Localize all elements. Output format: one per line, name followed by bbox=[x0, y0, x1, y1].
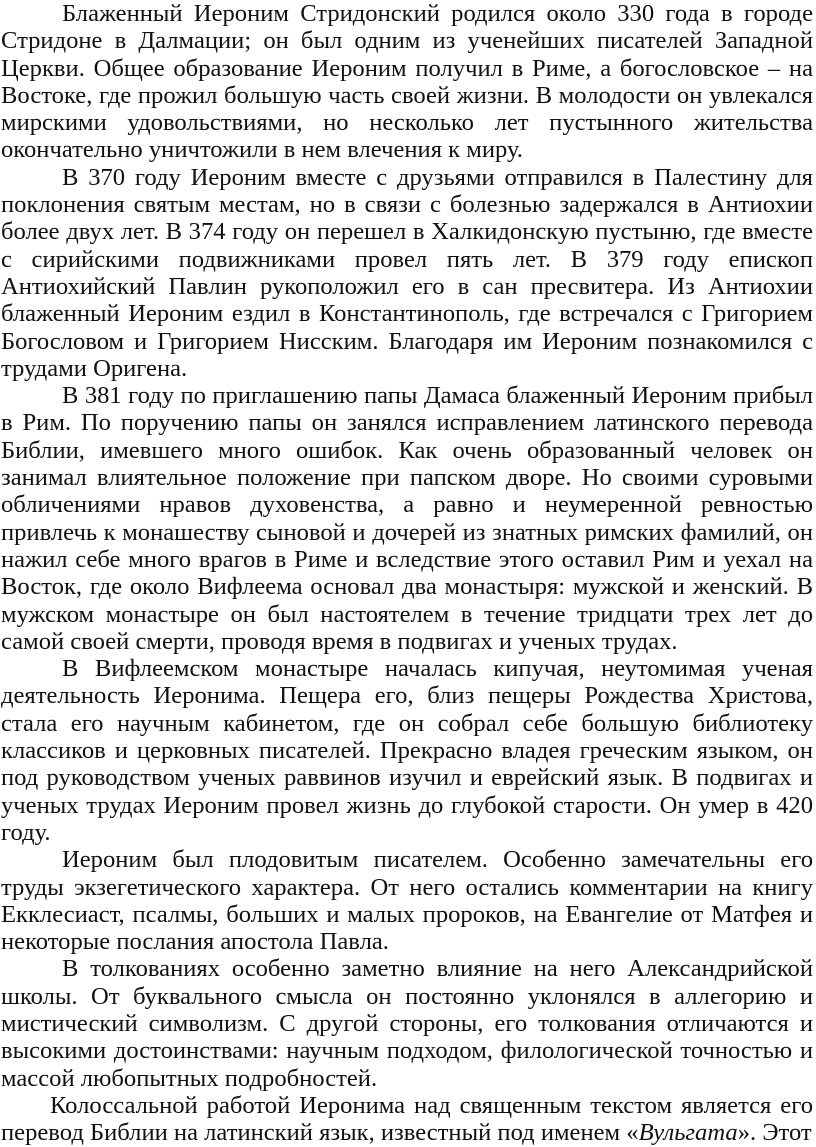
paragraph-7-text: Колоссальной работой Иеронима над священным текстом является его перевод Библии на латинский язык, известный под именем « bbox=[1, 1091, 813, 1147]
paragraph-5: Иероним был плодовитым писателем. Особенно замечательны его труды экзегетического характера. От него остались комментарии на книгу Екклесиаст, псалмы, больших и малых пророков, на Евангелие от Матфея и некоторые послания апостола Павла. bbox=[1, 846, 813, 956]
paragraph-6: В толкованиях особенно заметно влияние на него Александрийской школы. От буквального смысла он постоянно уклонялся в аллегорию и мистический символизм. С другой стороны, его толкования отличаются и высокими достоинствами: научным подходом, филологической точностью и массой любопытных подробностей. bbox=[1, 955, 813, 1092]
paragraph-1: Блаженный Иероним Стридонский родился около 330 года в городе Стридоне в Далмации; он был одним из ученейших писателей Западной Церкви. Общее образование Иероним получил в Риме, а богословское – на Востоке, где прожил большую часть своей жизни. В молодости он увлекался мирскими удовольствиями, но несколько лет пустынного жительства окончательно уничтожили в нем влечения к миру. bbox=[1, 0, 813, 164]
paragraph-7 bbox=[1, 1092, 813, 1147]
paragraph-4: В Вифлеемском монастыре началась кипучая, неутомимая ученая деятельность Иеронима. Пещера его, близ пещеры Рождества Христова, стала его научным кабинетом, где он собрал себе большую библиотеку классиков и церковных писателей. Прекрасно владея греческим языком, он под руководством ученых раввинов изучил и еврейский язык. В подвигах и ученых трудах Иероним провел жизнь до глубокой старости. Он умер в 420 году. bbox=[1, 655, 813, 846]
paragraph-3: В 381 году по приглашению папы Дамаса блаженный Иероним прибыл в Рим. По поручению папы он занялся исправлением латинского перевода Библии, имевшего много ошибок. Как очень образованный человек он занимал влиятельное положение при папском дворе. Но своими суровыми обличениями нравов духовенства, а равно и неумеренной ревностью привлечь к монашеству сыновой и дочерей из знатных римских фамилий, он нажил себе много врагов в Риме и вследствие этого оставил Рим и уехал на Восток, где около Вифлеема основал два монастыря: мужской и женский. В мужском монастыре он был настоятелем в течение тридцати трех лет до самой своей смерти, проводя время в подвигах и ученых трудах. bbox=[1, 382, 813, 655]
paragraph-7-tail: ». Этот bbox=[737, 1119, 812, 1147]
vulgate-title: Вульгата bbox=[638, 1119, 738, 1147]
paragraph-2: В 370 году Иероним вместе с друзьями отправился в Палестину для поклонения святым местам, но в связи с болезнью задержался в Антиохии более двух лет. В 374 году он перешел в Халкидонскую пустыню, где вместе с сирийскими подвижниками провел пять лет. В 379 году епископ Антиохийский Павлин рукоположил его в сан пресвитера. Из Антиохии блаженный Иероним ездил в Константинополь, где встречался с Григорием Богословом и Григорием Нисским. Благодаря им Иероним познакомился с трудами Оригена. bbox=[1, 163, 813, 382]
